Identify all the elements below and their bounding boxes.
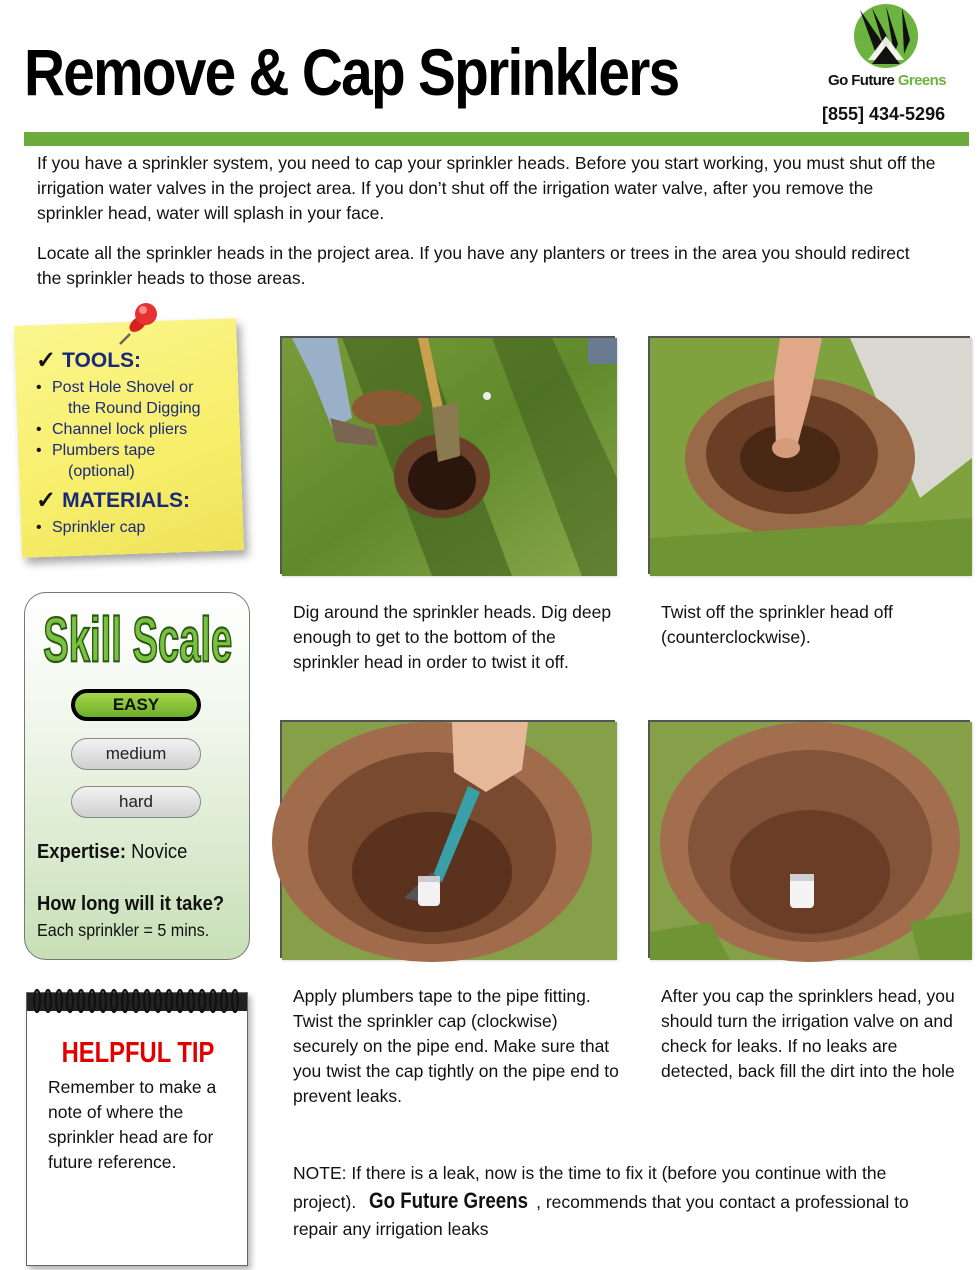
logo-wordmark: Go Future Greens bbox=[828, 72, 946, 89]
company-logo bbox=[822, 2, 952, 98]
expertise-line: Expertise: Novice bbox=[37, 841, 188, 863]
brand-name: Go Future Greens bbox=[369, 1188, 529, 1213]
logo-icon bbox=[850, 2, 922, 70]
pushpin-icon bbox=[116, 300, 162, 346]
time-question: How long will it take? bbox=[37, 893, 225, 915]
time-answer: Each sprinkler = 5 mins. bbox=[37, 920, 210, 940]
tools-list-content bbox=[30, 346, 240, 538]
skill-level-hard: hard bbox=[71, 786, 201, 818]
spiral-binding-icon bbox=[31, 987, 245, 1015]
step-1-caption: Dig around the sprinkler heads. Dig deep enough to get to the bottom of the sprinkler head in order to twist it off. bbox=[293, 602, 612, 672]
skill-scale-title bbox=[37, 601, 239, 677]
step-2-photo bbox=[648, 336, 970, 574]
step-1-photo bbox=[280, 336, 615, 574]
helpful-tip-title: HELPFUL TIP bbox=[61, 1037, 215, 1069]
step-2-caption: Twist off the sprinkler head off (counterclockwise). bbox=[661, 602, 893, 647]
footer-note: NOTE: If there is a leak, now is the time to fix it (before you continue with the project). Go Future Greens , recommends that you contact a professional to repair any irrigation leaks bbox=[293, 1163, 909, 1239]
intro-paragraph-2: Locate all the sprinkler heads in the project area. If you have any planters or trees in the area you should redirect the sprinkler heads to those areas. bbox=[37, 243, 910, 288]
tools-heading: ✓ TOOLS: bbox=[36, 347, 142, 374]
list-item: • Sprinkler cap bbox=[30, 517, 240, 538]
step-4-caption: After you cap the sprinklers head, you should turn the irrigation valve on and check for leaks. If no leaks are detected, back fill the dirt into the hole bbox=[661, 986, 955, 1081]
materials-heading: ✓ MATERIALS: bbox=[36, 487, 191, 514]
list-item: • Plumbers tape bbox=[30, 440, 240, 461]
list-item: • Channel lock pliers bbox=[30, 419, 240, 440]
step-4-photo bbox=[648, 720, 970, 958]
skill-level-easy: EASY bbox=[71, 689, 201, 721]
helpful-tip-notepad bbox=[26, 992, 248, 1266]
checkmark-icon: ✓ bbox=[36, 347, 57, 374]
materials-list bbox=[30, 517, 240, 538]
step-3-caption: Apply plumbers tape to the pipe fitting. Twist the sprinkler cap (clockwise) securely on the pipe end. Make sure that you twist the cap tightly on the pipe end to prevent leaks. bbox=[293, 986, 619, 1106]
tools-list bbox=[30, 377, 240, 482]
helpful-tip-text: Remember to make a note of where the sprinkler head are for future reference. bbox=[48, 1077, 217, 1172]
intro-paragraph-1: If you have a sprinkler system, you need to cap your sprinkler heads. Before you start working, you must shut off the irrigation water valves in the project area. If you don’t shut off the irrigation water valve, after you remove the sprinkler head, water will splash in your face. bbox=[37, 153, 936, 223]
list-item: the Round Digging bbox=[68, 400, 201, 417]
checkmark-icon: ✓ bbox=[36, 487, 57, 514]
list-item: (optional) bbox=[68, 463, 135, 480]
header-divider bbox=[24, 132, 969, 146]
skill-level-medium: medium bbox=[71, 738, 201, 770]
page-title: Remove & Cap Sprinklers bbox=[24, 35, 679, 109]
step-3-photo bbox=[280, 720, 615, 958]
skill-scale-panel bbox=[24, 592, 250, 960]
list-item: • Post Hole Shovel or bbox=[30, 377, 240, 398]
phone-number: [855] 434-5296 bbox=[822, 104, 946, 124]
svg-text:Skill Scale: Skill Scale bbox=[43, 606, 233, 676]
